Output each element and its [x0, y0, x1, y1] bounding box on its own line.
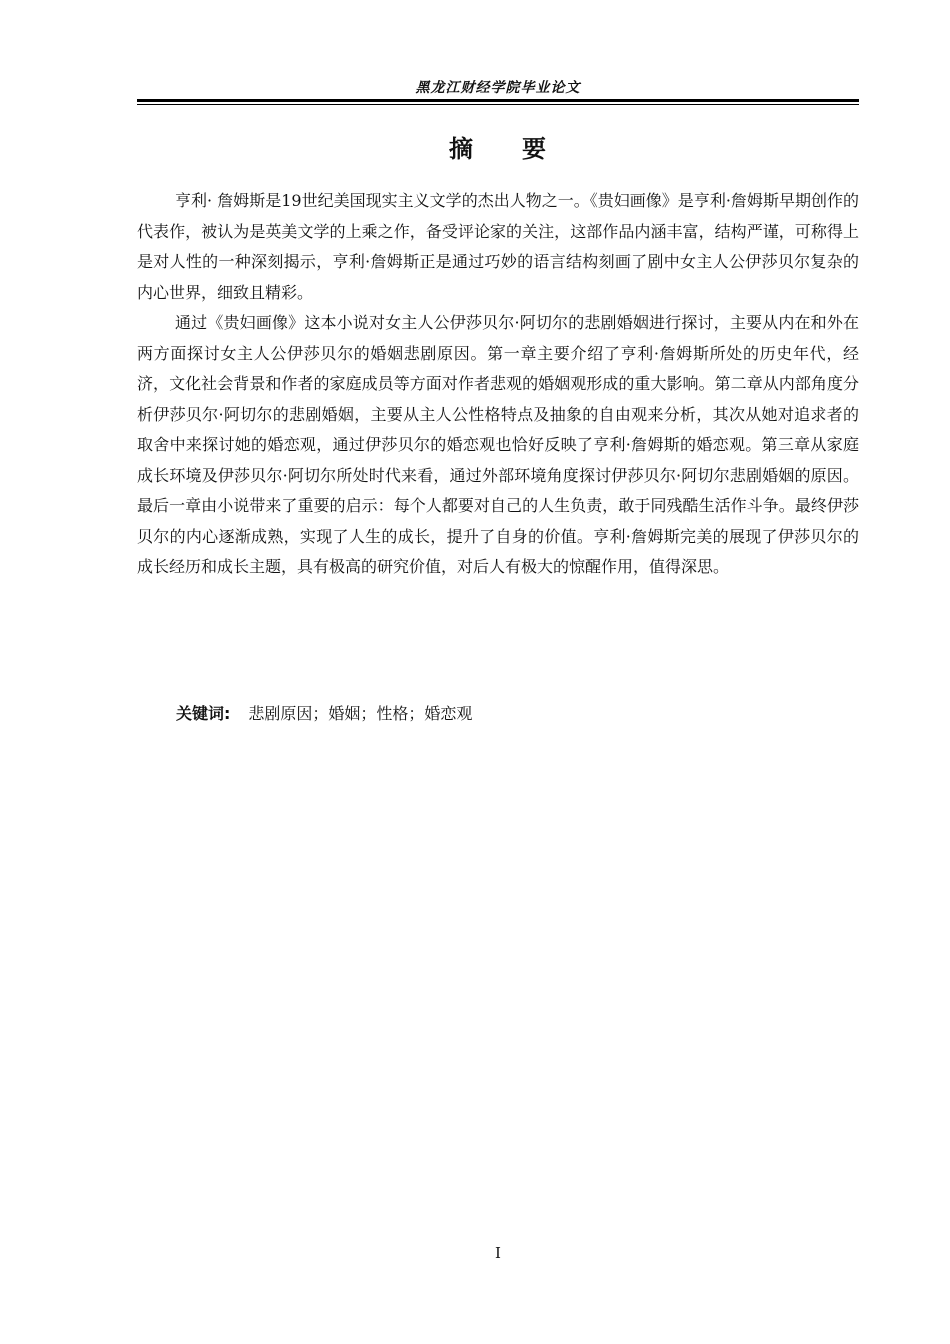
- abstract-title: [137, 134, 859, 164]
- abstract-body: [137, 186, 859, 583]
- abstract-title-char-1: 摘: [449, 134, 474, 163]
- keywords-label: 关键词:: [176, 704, 231, 723]
- header-rule-thick: [137, 99, 859, 102]
- header-rule-thin: [137, 104, 859, 105]
- running-header: 黑龙江财经学院毕业论文: [415, 80, 581, 96]
- abstract-title-char-2: 要: [522, 134, 547, 163]
- abstract-paragraph-2: 通过《贵妇画像》这本小说对女主人公伊莎贝尔·阿切尔的悲剧婚姻进行探讨，主要从内在和外在两方面探讨女主人公伊莎贝尔的婚姻悲剧原因。第一章主要介绍了亨利·詹姆斯所处的历史年代，经济，文化社会背景和作者的家庭成员等方面对作者悲观的婚姻观形成的重大影响。第二章从内部角度分析伊莎贝尔·阿切尔的悲剧婚姻，主要从主人公性格特点及抽象的自由观来分析，其次从她对追求者的取舍中来探讨她的婚恋观，通过伊莎贝尔的婚恋观也恰好反映了亨利·詹姆斯的婚恋观。第三章从家庭成长环境及伊莎贝尔·阿切尔所处时代来看，通过外部环境角度探讨伊莎贝尔·阿切尔悲剧婚姻的原因。最后一章由小说带来了重要的启示：每个人都要对自己的人生负责，敢于同残酷生活作斗争。最终伊莎贝尔的内心逐渐成熟，实现了人生的成长，提升了自身的价值。亨利·詹姆斯完美的展现了伊莎贝尔的成长经历和成长主题，具有极高的研究价值，对后人有极大的惊醒作用，值得深思。: [137, 313, 859, 576]
- keywords-line: [176, 700, 859, 728]
- abstract-paragraph-1: 亨利· 詹姆斯是19世纪美国现实主义文学的杰出人物之一。《贵妇画像》是亨利·詹姆斯早期创作的代表作，被认为是英美文学的上乘之作，备受评论家的关注，这部作品内涵丰富，结构严谨，可称得上是对人性的一种深刻揭示，亨利·詹姆斯正是通过巧妙的语言结构刻画了剧中女主人公伊莎贝尔复杂的内心世界，细致且精彩。: [137, 191, 859, 302]
- page-number: I: [495, 1244, 501, 1262]
- keywords-value: 悲剧原因；婚姻；性格；婚恋观: [248, 704, 473, 723]
